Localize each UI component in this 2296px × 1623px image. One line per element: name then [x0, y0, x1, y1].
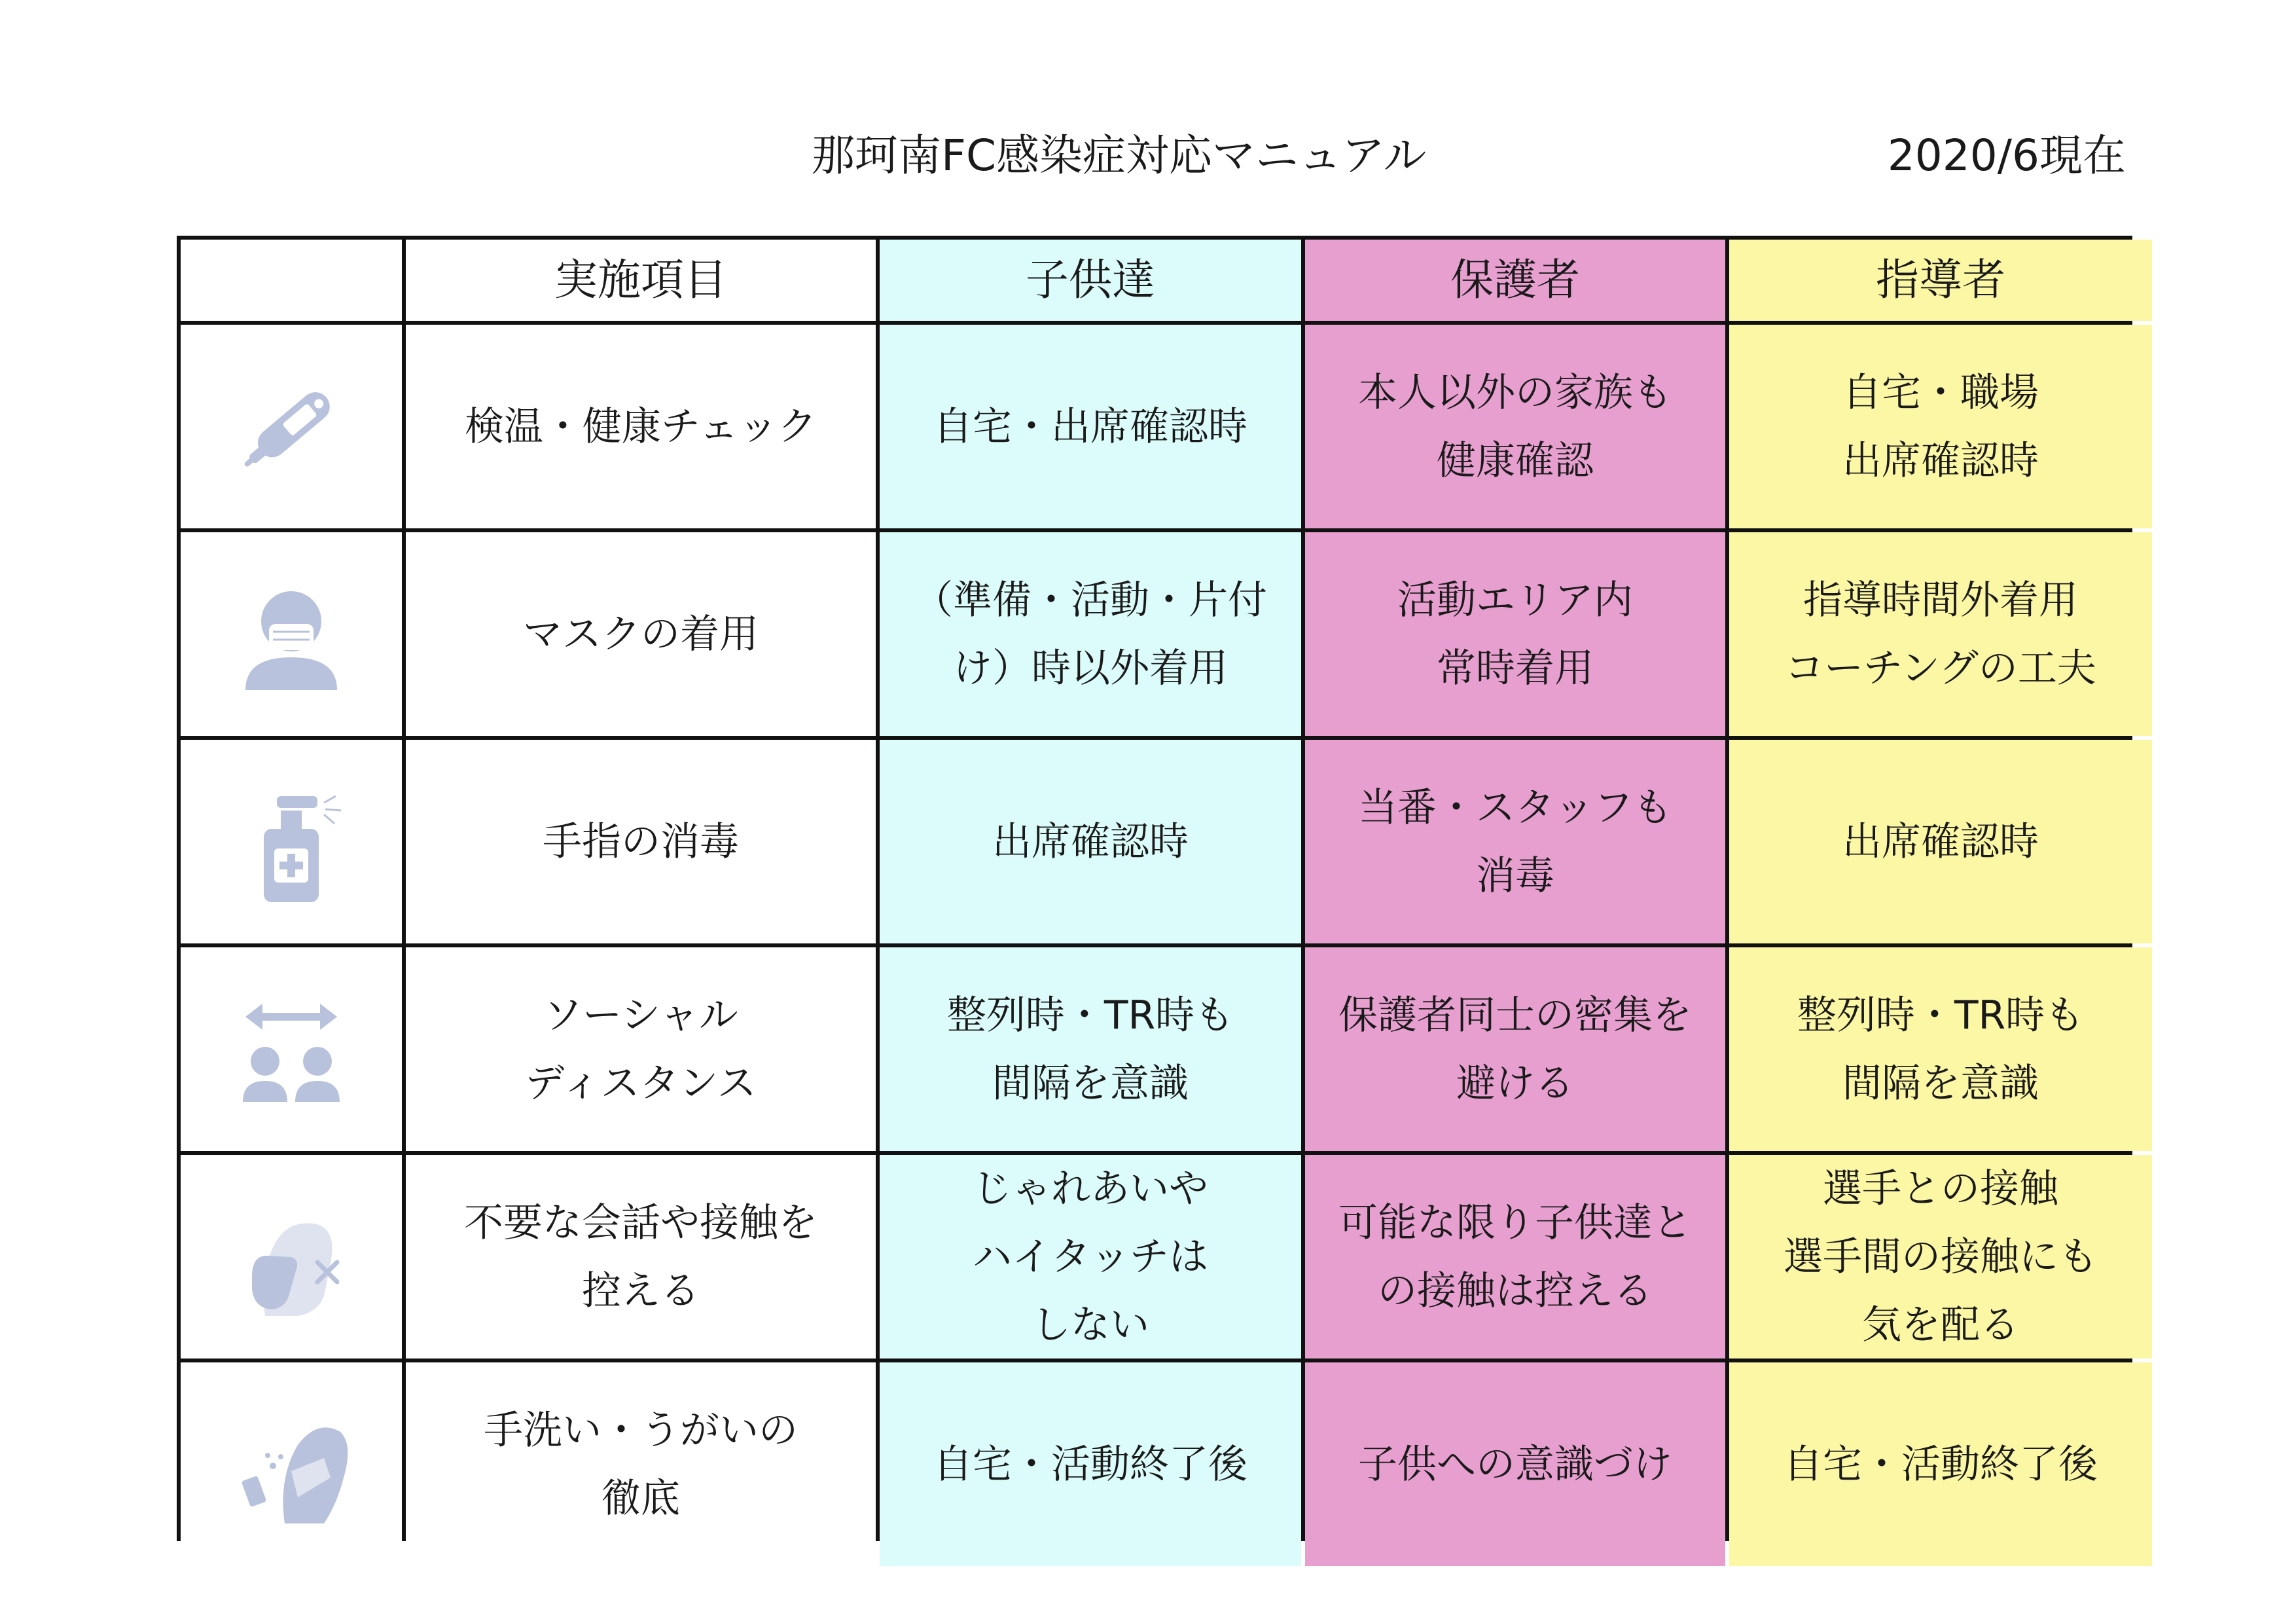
document-title: 那珂南FC感染症対応マニュアル [812, 130, 1427, 181]
thermometer-icon [226, 361, 357, 492]
document-date: 2020/6現在 [1887, 130, 2126, 181]
row-parents: 活動エリア内 常時着用 [1305, 532, 1725, 736]
row-parents: 可能な限り子供達と の接触は控える [1305, 1155, 1725, 1359]
row-item: 手指の消毒 [406, 740, 876, 943]
no-talking-icon [226, 1192, 357, 1322]
manual-table [177, 236, 2132, 1541]
row-kids: 自宅・出席確認時 [880, 325, 1301, 528]
face-mask-icon [226, 569, 357, 700]
social-distance-icon [226, 984, 357, 1115]
header-kids: 子供達 [880, 240, 1301, 321]
header-parents: 保護者 [1305, 240, 1725, 321]
row-coaches: 選手との接触 選手間の接触にも 気を配る [1729, 1155, 2152, 1359]
row-kids: 整列時・TR時も 間隔を意識 [880, 947, 1301, 1151]
row-item: ソーシャル ディスタンス [406, 947, 876, 1151]
row-icon-cell [181, 325, 402, 528]
row-icon-cell [181, 1155, 402, 1359]
row-coaches: 自宅・活動終了後 [1729, 1362, 2152, 1566]
row-parents: 子供への意識づけ [1305, 1362, 1725, 1566]
row-coaches: 自宅・職場 出席確認時 [1729, 325, 2152, 528]
row-kids: 自宅・活動終了後 [880, 1362, 1301, 1566]
row-kids: 出席確認時 [880, 740, 1301, 943]
row-item: マスクの着用 [406, 532, 876, 736]
row-kids: （準備・活動・片付 け）時以外着用 [880, 532, 1301, 736]
row-icon-cell [181, 1362, 402, 1566]
header-item: 実施項目 [406, 240, 876, 321]
header-coaches: 指導者 [1729, 240, 2152, 321]
row-icon-cell [181, 532, 402, 736]
row-item: 不要な会話や接触を 控える [406, 1155, 876, 1359]
row-icon-cell [181, 740, 402, 943]
row-coaches: 出席確認時 [1729, 740, 2152, 943]
row-parents: 当番・スタッフも 消毒 [1305, 740, 1725, 943]
row-item: 手洗い・うがいの 徹底 [406, 1362, 876, 1566]
row-coaches: 指導時間外着用 コーチングの工夫 [1729, 532, 2152, 736]
gargle-icon [226, 1399, 357, 1530]
row-kids: じゃれあいや ハイタッチは しない [880, 1155, 1301, 1359]
sanitizer-bottle-icon [226, 776, 357, 907]
header-icon-column [181, 240, 402, 321]
row-parents: 本人以外の家族も 健康確認 [1305, 325, 1725, 528]
row-coaches: 整列時・TR時も 間隔を意識 [1729, 947, 2152, 1151]
row-parents: 保護者同士の密集を 避ける [1305, 947, 1725, 1151]
row-icon-cell [181, 947, 402, 1151]
row-item: 検温・健康チェック [406, 325, 876, 528]
